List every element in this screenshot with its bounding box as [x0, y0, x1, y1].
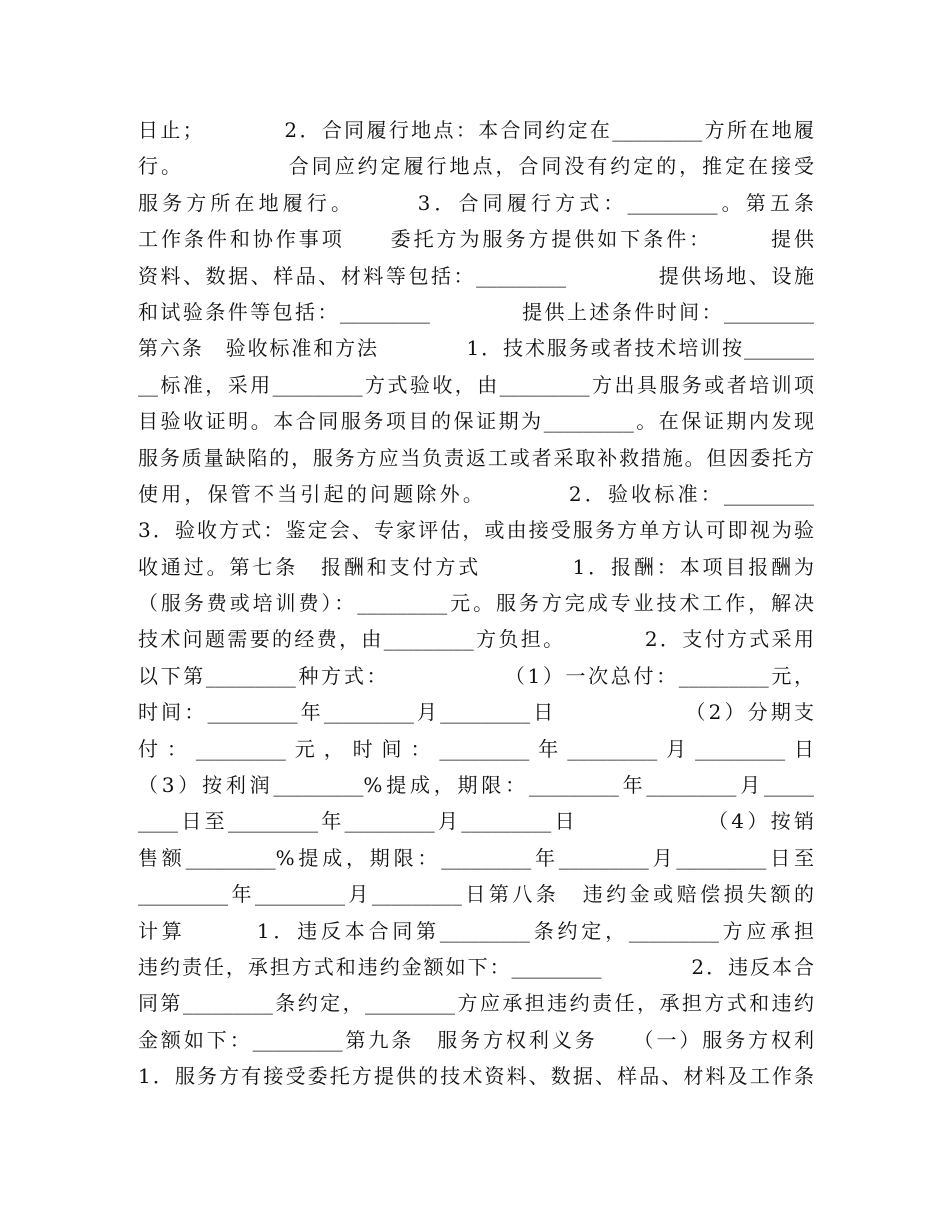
text-line: 第六条 验收标准和方法 1．技术服务或者技术培训按_______ [138, 336, 814, 361]
text-line: 资料、数据、样品、材料等包括：_________ 提供场地、设施 [138, 263, 814, 288]
text-line: 工作条件和协作事项 委托方为服务方提供如下条件： 提供 [138, 227, 814, 252]
text-line: 金额如下：_________第九条 服务方权利义务 （一）服务方权利 [138, 1027, 814, 1052]
text-line: 计算 1．违反本合同第_________条约定，_________方应承担 [138, 918, 814, 943]
text-line: （服务费或培训费）：_________元。服务方完成专业技术工作，解决 [138, 591, 814, 616]
text-line: 日止； 2．合同履行地点：本合同约定在_________方所在地履 [138, 118, 814, 142]
text-line: _________年_________月_________日第八条 违约金或赔偿损失额的 [138, 882, 814, 907]
text-line: 1．服务方有接受委托方提供的技术资料、数据、样品、材料及工作条 [138, 1064, 814, 1089]
text-line: 目验收证明。本合同服务项目的保证期为_________。在保证期内发现 [138, 409, 814, 434]
text-line: __标准，采用_________方式验收，由_________方出具服务或者培训项 [138, 372, 814, 397]
text-line: （3）按利润_________%提成，期限：_________年_________月_____ [138, 773, 814, 798]
text-line: ____日至_________年_________月_________日 （4）按销 [138, 809, 814, 834]
text-line: 以下第_________种方式： （1）一次总付：_________元， [138, 663, 814, 688]
text-line: 技术问题需要的经费，由_________方负担。 2．支付方式采用 [138, 627, 814, 652]
text-line: 服务质量缺陷的，服务方应当负责返工或者采取补救措施。但因委托方 [138, 445, 814, 470]
text-line: 售额_________%提成，期限：_________年_________月_________日至 [138, 845, 814, 870]
text-line: 使用，保管不当引起的问题除外。 2．验收标准：_________ [138, 481, 814, 506]
contract-text-body [138, 112, 814, 1095]
text-line: 3．验收方式：鉴定会、专家评估，或由接受服务方单方认可即视为验 [138, 518, 814, 543]
text-line: 行。 合同应约定履行地点，合同没有约定的，推定在接受 [138, 154, 814, 179]
text-line: 收通过。第七条 报酬和支付方式 1．报酬：本项目报酬为 [138, 554, 814, 579]
text-line: 违约责任，承担方式和违约金额如下：_________ 2．违反本合 [138, 954, 814, 979]
text-line: 付：_________元，时间：_________年_________月_________日 [138, 736, 814, 761]
text-line: 服务方所在地履行。 3．合同履行方式：_________。第五条 [138, 190, 814, 215]
text-line: 同第_________条约定，_________方应承担违约责任，承担方式和违约 [138, 991, 814, 1016]
text-line: 时间：_________年_________月_________日 （2）分期支 [138, 700, 814, 725]
text-line: 和试验条件等包括：_________ 提供上述条件时间：_________ [138, 299, 814, 324]
